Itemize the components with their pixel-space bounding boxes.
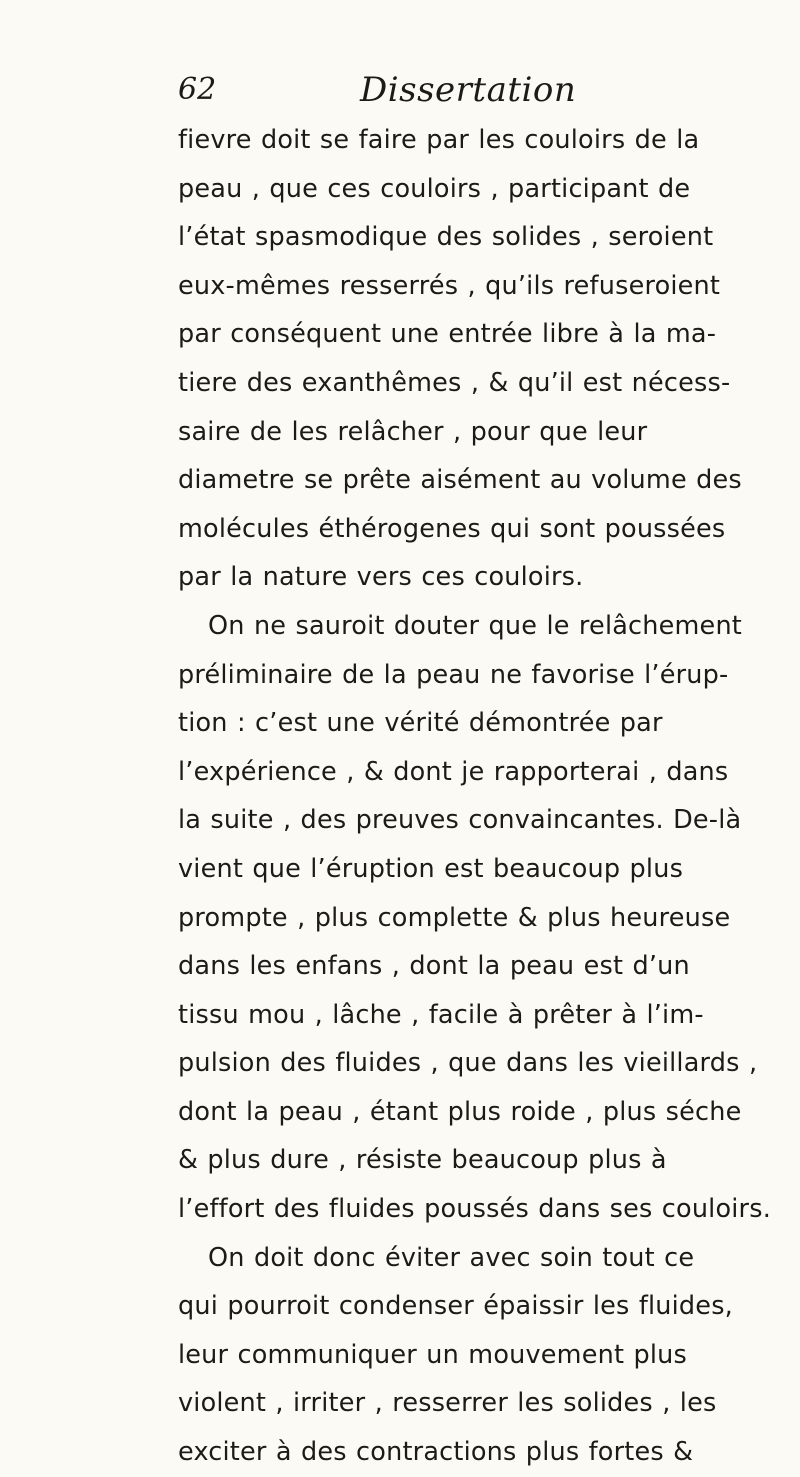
text-line: l’expérience , & dont je rapporterai , dans: [178, 756, 729, 787]
text-line: par la nature vers ces couloirs.: [178, 562, 584, 593]
text-line: tiere des exanthêmes , & qu’il est nécess-: [178, 367, 731, 398]
text-line: dans les enfans , dont la peau est d’un: [178, 951, 690, 982]
text-line: fievre doit se faire par les couloirs de la: [178, 125, 700, 155]
paragraph-start-line: On ne sauroit douter que le relâchement: [208, 610, 743, 641]
text-line: l’effort des fluides poussés dans ses couloirs.: [178, 1194, 772, 1225]
text-line: prompte , plus complette & plus heureuse: [178, 902, 731, 933]
text-line: l’état spasmodique des solides , seroient: [178, 222, 714, 253]
text-line: la suite , des preuves convaincantes. De-là: [178, 805, 742, 836]
text-line: diametre se prête aisément au volume des: [178, 465, 742, 496]
text-line: tion : c’est une vérité démontrée par: [178, 708, 663, 739]
text-line: violent , irriter , resserrer les solides , les: [178, 1388, 717, 1419]
text-line: saire de les relâcher , pour que leur: [178, 416, 648, 447]
page-number: 62: [178, 72, 217, 107]
text-line: par conséquent une entrée libre à la ma-: [178, 319, 717, 350]
text-line: leur communiquer un mouvement plus: [178, 1339, 687, 1370]
running-title: Dissertation: [360, 70, 577, 110]
text-line: molécules éthérogenes qui sont poussées: [178, 513, 726, 544]
text-line: dont la peau , étant plus roide , plus séche: [178, 1096, 742, 1127]
text-line: peau , que ces couloirs , participant de: [178, 173, 691, 204]
text-line: préliminaire de la peau ne favorise l’érup-: [178, 659, 729, 690]
text-line: & plus dure , résiste beaucoup plus à: [178, 1145, 667, 1176]
text-line: qui pourroit condenser épaissir les fluides,: [178, 1291, 733, 1322]
text-line: pulsion des fluides , que dans les vieillards ,: [178, 1048, 758, 1079]
body-text: [178, 116, 778, 1477]
page-header: [178, 72, 738, 118]
paragraph-start-line: On doit donc éviter avec soin tout ce: [208, 1242, 695, 1273]
text-line: tissu mou , lâche , facile à prêter à l’im-: [178, 999, 704, 1030]
text-line: vient que l’éruption est beaucoup plus: [178, 853, 684, 884]
text-line: eux-mêmes resserrés , qu’ils refuseroient: [178, 270, 721, 301]
text-line: exciter à des contractions plus fortes &: [178, 1437, 694, 1468]
